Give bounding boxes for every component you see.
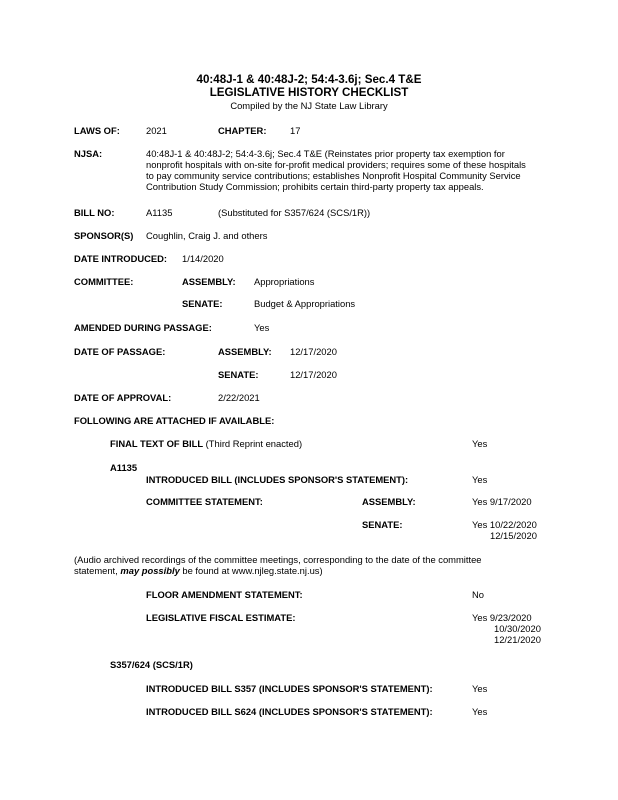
committee-senate-label: SENATE: (182, 298, 223, 309)
chapter-label: CHAPTER: (218, 125, 267, 136)
njsa-label: NJSA: (74, 148, 103, 159)
final-text-note: (Third Reprint enacted) (203, 438, 303, 449)
njsa-line: Contribution Study Commission; prohibits certain third-party property tax appeals. (146, 181, 484, 192)
njsa-line: 40:48J-1 & 40:48J-2; 54:4-3.6j; Sec.4 T&E (Reinstates prior property tax exemption for (146, 148, 505, 159)
document-subtitle: LEGISLATIVE HISTORY CHECKLIST (209, 86, 409, 99)
committee-statement-assembly-label: ASSEMBLY: (362, 496, 416, 507)
s624-introduced-value: Yes (472, 706, 488, 717)
amended-value: Yes (254, 322, 270, 333)
floor-amendment-label: FLOOR AMENDMENT STATEMENT: (146, 589, 303, 600)
a1135-introduced-label: INTRODUCED BILL (INCLUDES SPONSOR'S STATEMENT): (146, 474, 409, 485)
s357-introduced-label: INTRODUCED BILL S357 (INCLUDES SPONSOR'S STATEMENT): (146, 683, 433, 694)
bill-substituted: (Substituted for S357/624 (SCS/1R)) (218, 207, 371, 218)
audio-note-line2 (74, 565, 323, 576)
chapter-value: 17 (290, 125, 301, 136)
laws-of-year: 2021 (146, 125, 167, 136)
committee-statement-senate-label: SENATE: (362, 519, 403, 530)
passage-label: DATE OF PASSAGE: (74, 346, 166, 357)
bill-number: A1135 (146, 207, 173, 218)
passage-assembly-label: ASSEMBLY: (218, 346, 272, 357)
audio-note-post: be found at www.njleg.state.nj.us) (179, 565, 323, 576)
s357-introduced-value: Yes (472, 683, 488, 694)
floor-amendment-value: No (472, 589, 484, 600)
passage-assembly-value: 12/17/2020 (290, 346, 337, 357)
committee-statement-assembly-value: Yes 9/17/2020 (472, 496, 532, 507)
committee-senate-value: Budget & Appropriations (254, 298, 356, 309)
approval-value: 2/22/2021 (218, 392, 260, 403)
amended-label: AMENDED DURING PASSAGE: (74, 322, 212, 333)
audio-note-line1: (Audio archived recordings of the committee meetings, corresponding to the date of the committee (74, 554, 482, 565)
s624-introduced-label: INTRODUCED BILL S624 (INCLUDES SPONSOR'S STATEMENT): (146, 706, 433, 717)
committee-statement-label: COMMITTEE STATEMENT: (146, 496, 263, 507)
fiscal-estimate-label: LEGISLATIVE FISCAL ESTIMATE: (146, 612, 296, 623)
sponsor-label: SPONSOR(S) (74, 230, 134, 241)
audio-note-pre: statement, (74, 565, 121, 576)
audio-note-emphasis: may possibly (120, 565, 180, 576)
date-introduced-label: DATE INTRODUCED: (74, 253, 168, 264)
committee-assembly-value: Appropriations (254, 276, 315, 287)
fiscal-estimate-value1: Yes 9/23/2020 (472, 612, 532, 623)
fiscal-estimate-value2: 10/30/2020 (494, 623, 541, 634)
bill-no-label: BILL NO: (74, 207, 115, 218)
document-title: 40:48J-1 & 40:48J-2; 54:4-3.6j; Sec.4 T&E (196, 73, 422, 86)
fiscal-estimate-value3: 12/21/2020 (494, 634, 541, 645)
committee-statement-senate-value: Yes 10/22/2020 (472, 519, 537, 530)
final-text-value: Yes (472, 438, 488, 449)
passage-senate-label: SENATE: (218, 369, 259, 380)
compiled-by: Compiled by the NJ State Law Library (230, 100, 388, 111)
final-text-label: FINAL TEXT OF BILL (110, 438, 204, 449)
committee-statement-senate-value2: 12/15/2020 (490, 530, 537, 541)
sponsor-value: Coughlin, Craig J. and others (146, 230, 268, 241)
date-introduced-value: 1/14/2020 (182, 253, 224, 264)
laws-of-label: LAWS OF: (74, 125, 120, 136)
njsa-line: to pay community service contributions; establishes Nonprofit Hospital Community Service (146, 170, 521, 181)
a1135-heading: A1135 (110, 462, 138, 473)
committee-assembly-label: ASSEMBLY: (182, 276, 236, 287)
final-text-row (110, 438, 302, 449)
passage-senate-value: 12/17/2020 (290, 369, 337, 380)
committee-label: COMMITTEE: (74, 276, 134, 287)
njsa-line: nonprofit hospitals with on-site for-profit medical providers; requires some of these hospitals (146, 159, 526, 170)
s357-heading: S357/624 (SCS/1R) (110, 659, 193, 670)
a1135-introduced-value: Yes (472, 474, 488, 485)
approval-label: DATE OF APPROVAL: (74, 392, 172, 403)
attachments-heading: FOLLOWING ARE ATTACHED IF AVAILABLE: (74, 415, 275, 426)
